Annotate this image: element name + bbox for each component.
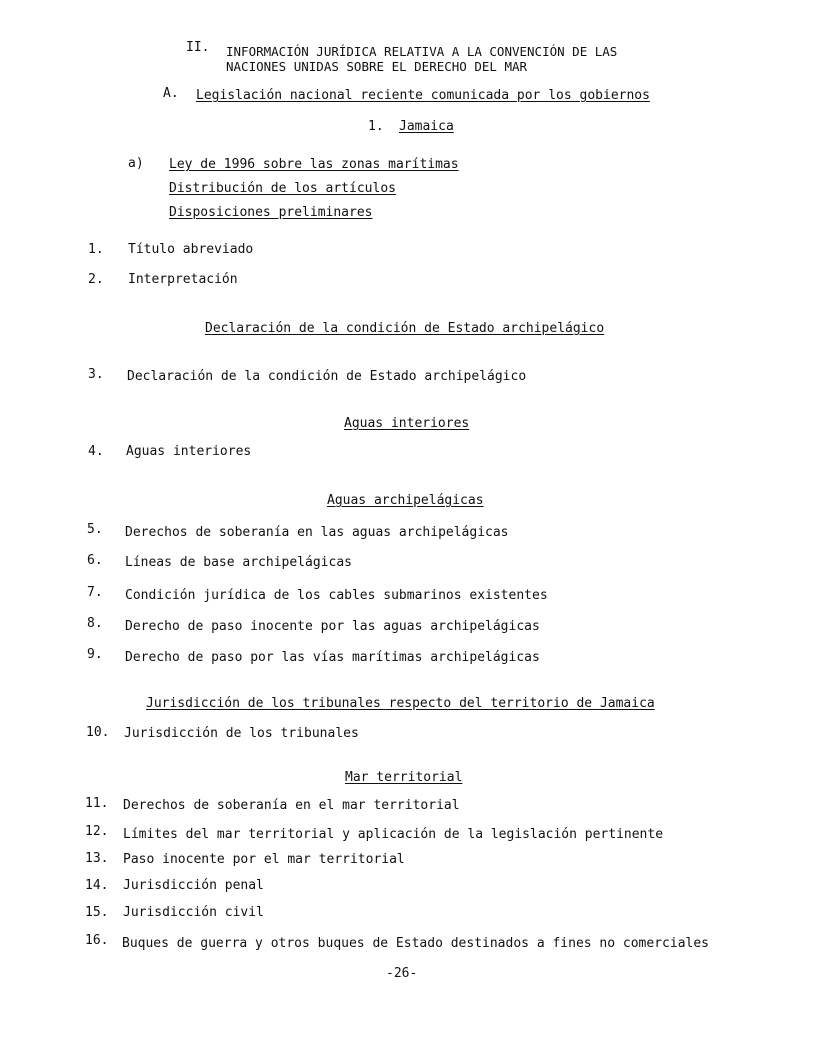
- item-number: 1.: [88, 242, 104, 257]
- item-text: Líneas de base archipelágicas: [125, 555, 352, 570]
- item-text: Derecho de paso por las vías marítimas archipelágicas: [125, 650, 540, 665]
- item-number: 5.: [87, 522, 103, 537]
- item-number: 4.: [88, 444, 104, 459]
- country-name: Jamaica: [399, 119, 454, 134]
- item-text: Interpretación: [128, 272, 238, 287]
- item-text: Jurisdicción penal: [123, 878, 264, 893]
- item-number: 13.: [85, 851, 109, 866]
- item-text: Aguas interiores: [126, 444, 252, 459]
- item-number: 11.: [85, 796, 109, 811]
- item-number: 14.: [85, 878, 109, 893]
- section-title: Legislación nacional reciente comunicada por los gobiernos: [196, 88, 650, 103]
- item-number: 3.: [88, 367, 104, 382]
- item-number: 7.: [87, 585, 103, 600]
- chapter-number: II.: [186, 40, 210, 55]
- item-text: Límites del mar territorial y aplicación de la legislación pertinente: [123, 827, 664, 842]
- item-number: 12.: [85, 824, 109, 839]
- item-number: 15.: [85, 905, 109, 920]
- law-title: Ley de 1996 sobre las zonas marítimas: [169, 157, 459, 172]
- item-number: 9.: [87, 647, 103, 662]
- item-number: 10.: [86, 725, 110, 740]
- item-number: 8.: [87, 616, 103, 631]
- item-text: Derecho de paso inocente por las aguas archipelágicas: [125, 619, 540, 634]
- item-text: Declaración de la condición de Estado archipelágico: [127, 369, 527, 384]
- item-text: Derechos de soberanía en las aguas archipelágicas: [125, 525, 509, 540]
- item-text: Jurisdicción de los tribunales: [124, 726, 359, 741]
- item-text: Título abreviado: [128, 242, 254, 257]
- chapter-title-line-2: NACIONES UNIDAS SOBRE EL DERECHO DEL MAR: [226, 59, 528, 74]
- item-text: Paso inocente por el mar territorial: [123, 852, 405, 867]
- law-subtitle: Distribución de los artículos: [169, 181, 396, 196]
- section-letter: A.: [163, 86, 179, 101]
- item-number: 16.: [85, 933, 109, 948]
- law-part-title: Disposiciones preliminares: [169, 205, 373, 220]
- law-letter: a): [128, 156, 144, 171]
- heading-declaration: Declaración de la condición de Estado archipelágico: [205, 321, 605, 336]
- chapter-title-line-1: INFORMACIÓN JURÍDICA RELATIVA A LA CONVENCIÓN DE LAS: [226, 44, 618, 59]
- heading-jurisdiction: Jurisdicción de los tribunales respecto del territorio de Jamaica: [146, 696, 655, 711]
- page-number: -26-: [386, 966, 418, 981]
- item-text: Jurisdicción civil: [123, 905, 264, 920]
- heading-territorial-sea: Mar territorial: [345, 770, 463, 785]
- heading-archipelagic-waters: Aguas archipelágicas: [327, 493, 484, 508]
- item-text: Buques de guerra y otros buques de Estado destinados a fines no comerciales: [122, 936, 709, 951]
- item-number: 2.: [88, 272, 104, 287]
- country-number: 1.: [368, 119, 384, 134]
- heading-internal-waters: Aguas interiores: [344, 416, 470, 431]
- item-number: 6.: [87, 553, 103, 568]
- item-text: Derechos de soberanía en el mar territorial: [123, 798, 460, 813]
- item-text: Condición jurídica de los cables submarinos existentes: [125, 588, 548, 603]
